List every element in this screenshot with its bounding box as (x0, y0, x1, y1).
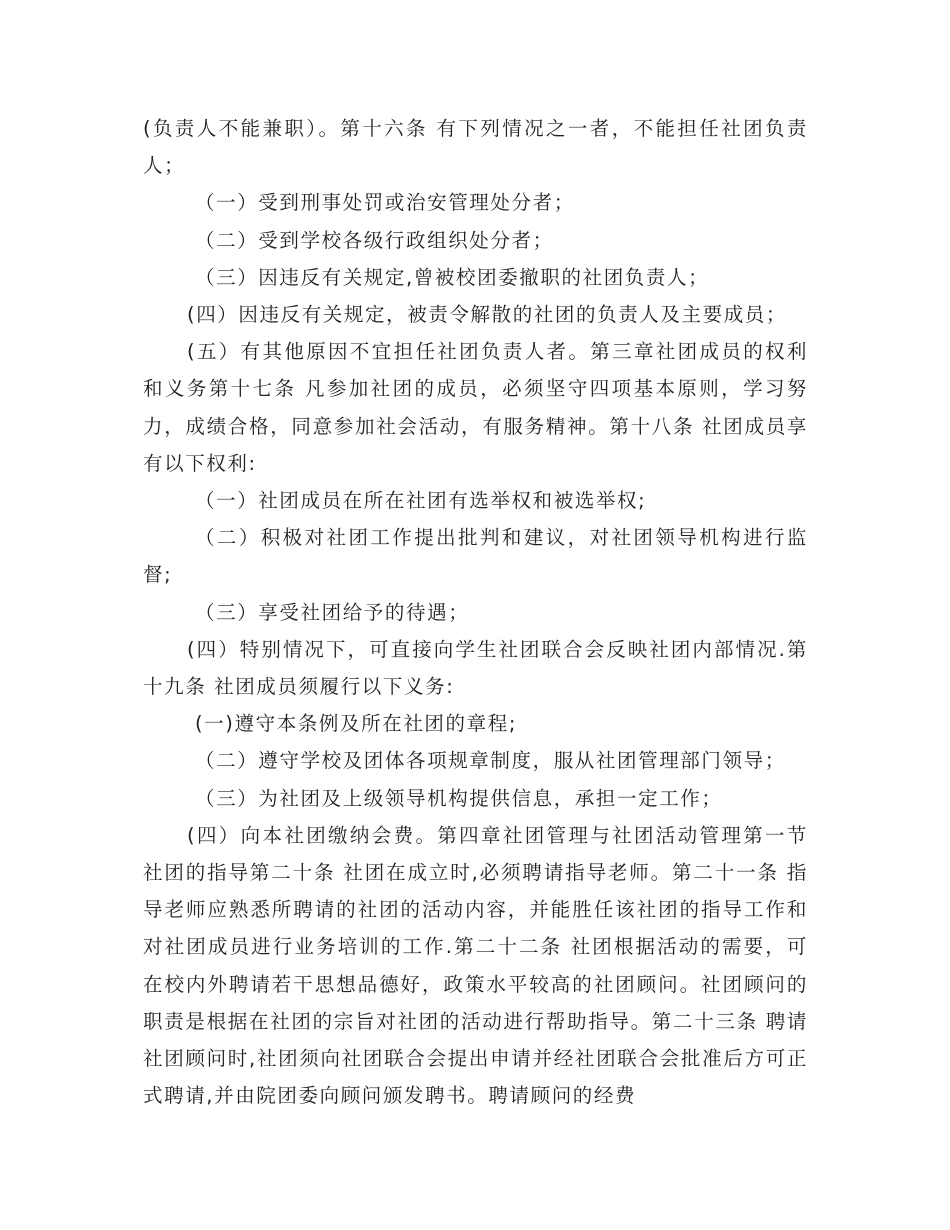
paragraph-chapter-3: (五）有其他原因不宜担任社团负责人者。第三章社团成员的权利和义务第十七条 凡参加社团的成员，必须坚守四项基本原则，学习努力，成绩合格，同意参加社会活动，有服务精神。第十八条 社团成员享有以下权利: (143, 340, 808, 475)
paragraph-item: （二）遵守学校及团体各项规章制度，服从社团管理部门领导； (195, 749, 786, 773)
paragraph-item: (四）因违反有关规定，被责令解散的社团的负责人及主要成员； (187, 303, 788, 327)
document-body (143, 110, 808, 1114)
paragraph-item: （三）因违反有关规定,曾被校团委撤职的社团负责人； (195, 265, 710, 289)
paragraph-item: （三）享受社团给予的待遇； (195, 600, 470, 624)
paragraph-item: (一)遵守本条例及所在社团的章程; (195, 712, 517, 736)
paragraph-article-19: (四）特别情况下，可直接向学生社团联合会反映社团内部情况.第十九条 社团成员须履行以下义务: (143, 637, 808, 699)
paragraph-chapter-4: (四）向本社团缴纳会费。第四章社团管理与社团活动管理第一节社团的指导第二十条 社团在成立时,必须聘请指导老师。第二十一条 指导老师应熟悉所聘请的社团的活动内容，并能胜任该社团的指导工作和对社团成员进行业务培训的工作.第二十二条 社团根据活动的需要，可在校内外聘请若干思想品德好，政策水平较高的社团顾问。社团顾问的职责是根据在社团的宗旨对社团的活动进行帮助指导。第二十三条 聘请社团顾问时,社团须向社团联合会提出申请并经社团联合会批准后方可正式聘请,并由院团委向顾问颁发聘书。聘请顾问的经费 (143, 823, 808, 1108)
paragraph-article-16: (负责人不能兼职）。第十六条 有下列情况之一者，不能担任社团负责人； (143, 117, 808, 178)
paragraph-item: （一）社团成员在所在社团有选举权和被选举权; (195, 489, 647, 513)
paragraph-item: （三）为社团及上级领导机构提供信息，承担一定工作； (195, 786, 723, 810)
paragraph-item: （二）受到学校各级行政组织处分者； (195, 228, 554, 252)
paragraph-item: （一）受到刑事处罚或治安管理处分者； (195, 191, 575, 215)
paragraph-item: （二）积极对社团工作提出批判和建议，对社团领导机构进行监督; (143, 526, 808, 587)
